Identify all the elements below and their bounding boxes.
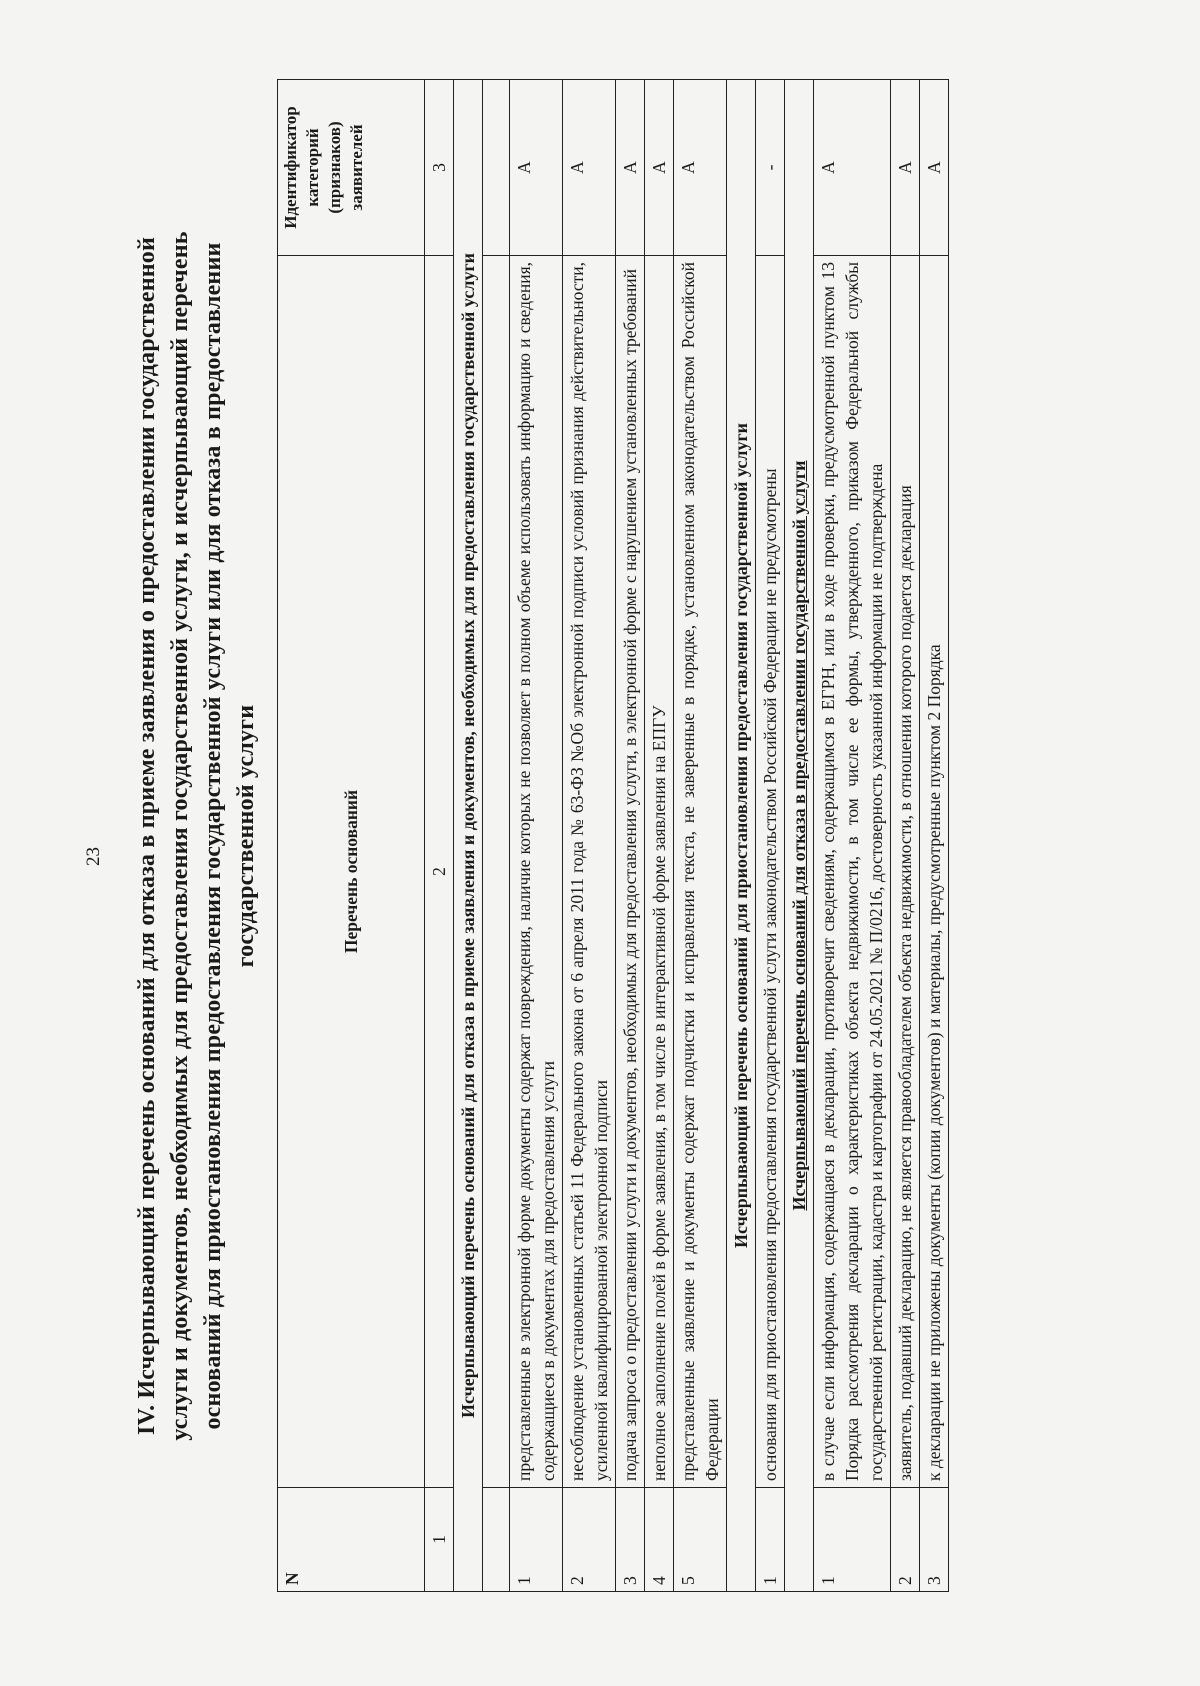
row-text: подача запроса о предоставлении услуги и документов, необходимых для предоставления услуги, в электронной форме с нарушением установленных требований	[616, 256, 645, 1488]
row-number: 1	[756, 1488, 785, 1592]
section-title: Исчерпывающий перечень оснований для отказа в приеме заявления и документов, необходимых для предоставления государственной услуги	[454, 80, 483, 1592]
col-number: 1	[425, 1488, 454, 1592]
row-code: А	[674, 80, 727, 256]
section-title: Исчерпывающий перечень оснований для приостановления предоставления государственной услуги	[727, 80, 756, 1592]
row-text: несоблюдение установленных статьей 11 Федерального закона от 6 апреля 2011 года № 63-ФЗ №Об электронной подписи условий признания действительности, усиленной квалифицированной электронной подписи	[563, 256, 616, 1488]
row-number: 4	[645, 1488, 674, 1592]
grounds-table	[277, 79, 949, 1592]
row-code: А	[814, 80, 891, 256]
row-code: А	[563, 80, 616, 256]
row-number: 2	[891, 1488, 920, 1592]
row-text: неполное заполнение полей в форме заявления, в том числе в интерактивной форме заявления на ЕПГУ	[645, 256, 674, 1488]
row-code: А	[920, 80, 949, 256]
row-text: в случае если информация, содержащаяся в декларации, противоречит сведениям, содержащимся в ЕГРН, или в ходе проверки, предусмотренной пунктом 13 Порядка рассмотрения декларации о характеристиках объекта недвижимости, в том числе ее формы, утвержденного, приказом Федеральной службы государственной регистрации, кадастра и картографии от 24.05.2021 № П/0216, достоверность указанной информации не подтверждена	[814, 256, 891, 1488]
row-code: А	[510, 80, 563, 256]
col-number: 3	[425, 80, 454, 256]
row-text: представленные в электронной форме документы содержат повреждения, наличие которых не позволяет в полном объеме использовать информацию и сведения, содержащиеся в документах для предоставления услуги	[510, 256, 563, 1488]
heading-line: услуги и документов, необходимых для предоставления государственной услуги, и исчерпывающий перечень	[167, 231, 193, 1441]
row-code: А	[616, 80, 645, 256]
row-text: к декларации не приложены документы (копии документов) и материалы, предусмотренные пунктом 2 Порядка	[920, 256, 949, 1488]
row-text: заявитель, подавший декларацию, не является правообладателем объекта недвижимости, в отношении которого подается декларация	[891, 256, 920, 1488]
table-row	[616, 80, 645, 1592]
section-row	[454, 80, 483, 1592]
table-header-row	[278, 80, 425, 1592]
table-row	[563, 80, 616, 1592]
col-number: 2	[425, 256, 454, 1488]
table-row	[645, 80, 674, 1592]
row-text: представленные заявление и документы содержат подчистки и исправления текста, не заверенные в порядке, установленном законодательством Российской Федерации	[674, 256, 727, 1488]
section-title	[785, 80, 814, 1592]
section-row	[785, 80, 814, 1592]
header-id: Идентификатор категорий (признаков) заявителей	[278, 80, 425, 256]
table-row	[814, 80, 891, 1592]
row-code: А	[891, 80, 920, 256]
row-number: 5	[674, 1488, 727, 1592]
row-code: А	[645, 80, 674, 256]
row-text: основания для приостановления предоставления государственной услуги законодательством Российской Федерации не предусмотрены	[756, 256, 785, 1488]
row-number: 1	[510, 1488, 563, 1592]
row-number: 1	[814, 1488, 891, 1592]
header-n: N	[278, 1488, 425, 1592]
section-heading	[131, 86, 263, 1586]
table-row	[674, 80, 727, 1592]
row-code: -	[756, 80, 785, 256]
heading-line: IV. Исчерпывающий перечень оснований для отказа в приеме заявления о предоставлении государственной	[134, 236, 160, 1436]
header-list: Перечень оснований	[278, 256, 425, 1488]
column-number-row	[425, 80, 454, 1592]
rotated-page	[83, 66, 1021, 1606]
heading-line: государственной услуги	[233, 704, 259, 968]
row-number: 2	[563, 1488, 616, 1592]
page-number: 23	[83, 847, 104, 866]
table-row	[756, 80, 785, 1592]
table-row	[510, 80, 563, 1592]
table-row	[920, 80, 949, 1592]
section-row	[727, 80, 756, 1592]
spacer-row	[483, 80, 510, 1592]
heading-line: оснований для приостановления предоставления государственной услуги или для отказа в предоставлении	[200, 242, 226, 1430]
row-number: 3	[920, 1488, 949, 1592]
row-number: 3	[616, 1488, 645, 1592]
section-title-text: Исчерпывающий перечень оснований для отказа в предоставлении государственной услуги	[789, 460, 809, 1211]
table-row	[891, 80, 920, 1592]
